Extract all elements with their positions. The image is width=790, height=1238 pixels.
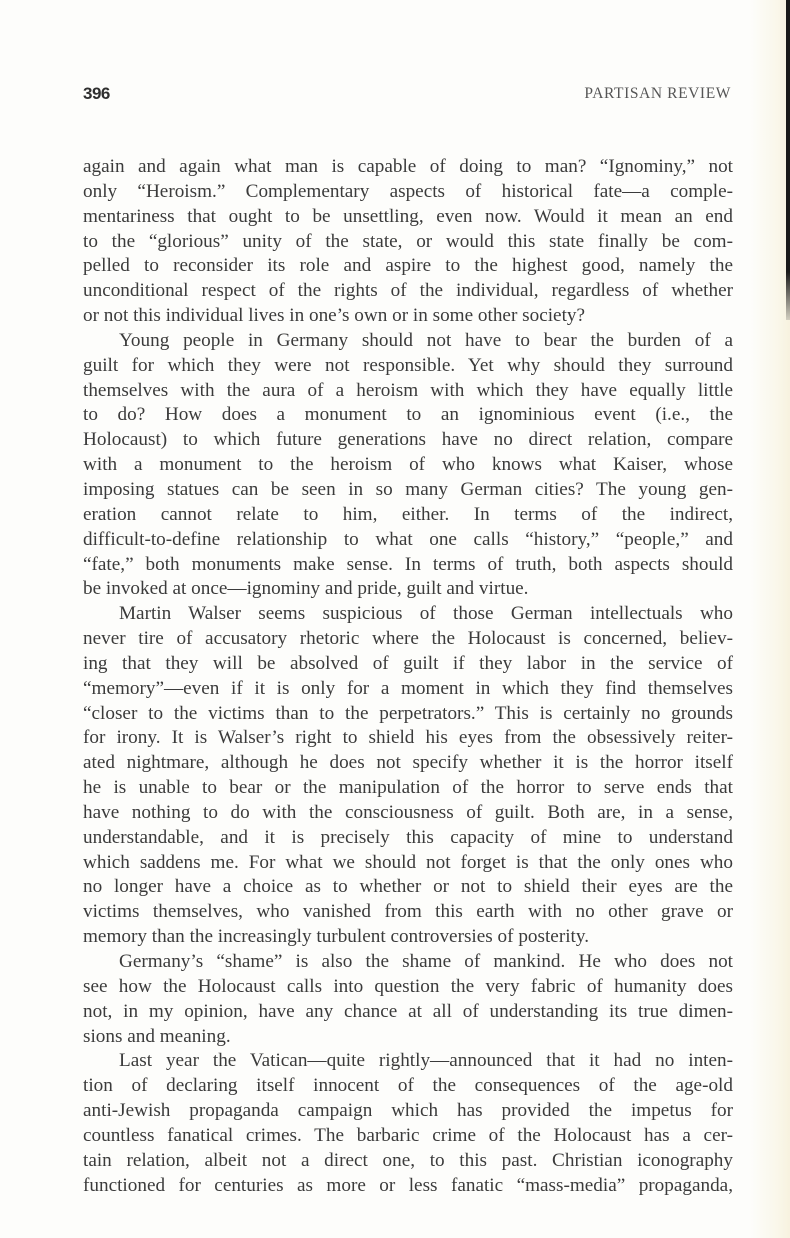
article-body: [83, 155, 733, 1198]
text-line: mentariness that ought to be unsettling, even now. Would it mean an end: [83, 205, 733, 227]
text-line: Germany’s “shame” is also the shame of mankind. He who does not: [119, 951, 733, 972]
text-line: eration cannot relate to him, either. In terms of the indirect,: [83, 503, 733, 525]
page-binding-edge: [786, 0, 790, 320]
text-line: tion of declaring itself innocent of the consequences of the age-old: [83, 1075, 733, 1097]
text-line: with a monument to the heroism of who knows what Kaiser, whose: [83, 454, 733, 476]
text-line: he is unable to bear or the manipulation of the horror to serve ends that: [83, 777, 733, 799]
paragraph: [83, 1049, 733, 1198]
text-line: which saddens me. For what we should not forget is that the only ones who: [83, 851, 733, 873]
text-line: sions and meaning.: [83, 1025, 231, 1047]
text-line: ing that they will be absolved of guilt if they labor in the service of: [83, 652, 733, 674]
page-number: 396: [83, 84, 110, 103]
text-line: functioned for centuries as more or less fanatic “mass-media” propaganda,: [83, 1174, 733, 1196]
text-line: difficult-to-define relationship to what one calls “history,” “people,” and: [83, 528, 733, 550]
text-line: unconditional respect of the rights of the individual, regardless of whether: [83, 280, 733, 302]
paragraph: [83, 155, 733, 329]
text-line: or not this individual lives in one’s own or in some other society?: [83, 305, 586, 327]
text-line: anti-Jewish propaganda campaign which has provided the impetus for: [83, 1100, 733, 1122]
text-line: “memory”—even if it is only for a moment in which they find themselves: [83, 677, 733, 699]
running-head: [83, 84, 731, 108]
text-line: tain relation, albeit not a direct one, to this past. Christian iconography: [83, 1149, 733, 1171]
text-line: Young people in Germany should not have to bear the burden of a: [119, 329, 733, 351]
text-line: for irony. It is Walser’s right to shield his eyes from the obsessively reiter-: [83, 727, 733, 749]
text-line: Holocaust) to which future generations have no direct relation, compare: [83, 429, 733, 451]
paragraph: [83, 950, 733, 1049]
text-line: see how the Holocaust calls into question the very fabric of humanity does: [83, 975, 733, 997]
text-line: have nothing to do with the consciousness of guilt. Both are, in a sense,: [83, 801, 733, 823]
text-line: “fate,” both monuments make sense. In terms of truth, both aspects should: [83, 553, 733, 575]
text-line: memory than the increasingly turbulent controversies of posterity.: [83, 926, 590, 948]
text-line: be invoked at once—ignominy and pride, guilt and virtue.: [83, 578, 529, 600]
text-line: Martin Walser seems suspicious of those German intellectuals who: [119, 603, 733, 625]
page-edge-shadow: [750, 0, 790, 1238]
text-line: Last year the Vatican—quite rightly—announced that it had no inten-: [119, 1050, 733, 1072]
text-line: understandable, and it is precisely this capacity of mine to understand: [83, 826, 733, 848]
text-line: countless fanatical crimes. The barbaric crime of the Holocaust has a cer-: [83, 1124, 733, 1146]
text-line: victims themselves, who vanished from this earth with no other grave or: [83, 901, 733, 923]
text-line: imposing statues can be seen in so many German cities? The young gen-: [83, 478, 733, 500]
text-line: not, in my opinion, have any chance at all of understanding its true dimen-: [83, 1000, 733, 1022]
text-line: pelled to reconsider its role and aspire to the highest good, namely the: [83, 255, 733, 277]
text-line: ated nightmare, although he does not specify whether it is the horror itself: [83, 752, 733, 774]
text-line: guilt for which they were not responsible. Yet why should they surround: [83, 354, 733, 376]
text-line: themselves with the aura of a heroism with which they have equally little: [83, 379, 733, 401]
text-line: to the “glorious” unity of the state, or would this state finally be com-: [83, 230, 733, 252]
paragraph: [83, 329, 733, 602]
text-line: no longer have a choice as to whether or not to shield their eyes are the: [83, 876, 733, 898]
text-line: “closer to the victims than to the perpetrators.” This is certainly no grounds: [83, 702, 733, 724]
text-line: to do? How does a monument to an ignominious event (i.e., the: [83, 404, 733, 426]
journal-title: PARTISAN REVIEW: [584, 85, 731, 102]
paragraph: [83, 602, 733, 950]
text-line: never tire of accusatory rhetoric where the Holocaust is concerned, believ-: [83, 628, 733, 650]
text-line: only “Heroism.” Complementary aspects of historical fate—a comple-: [83, 180, 733, 202]
text-line: again and again what man is capable of doing to man? “Ignominy,” not: [83, 156, 733, 177]
